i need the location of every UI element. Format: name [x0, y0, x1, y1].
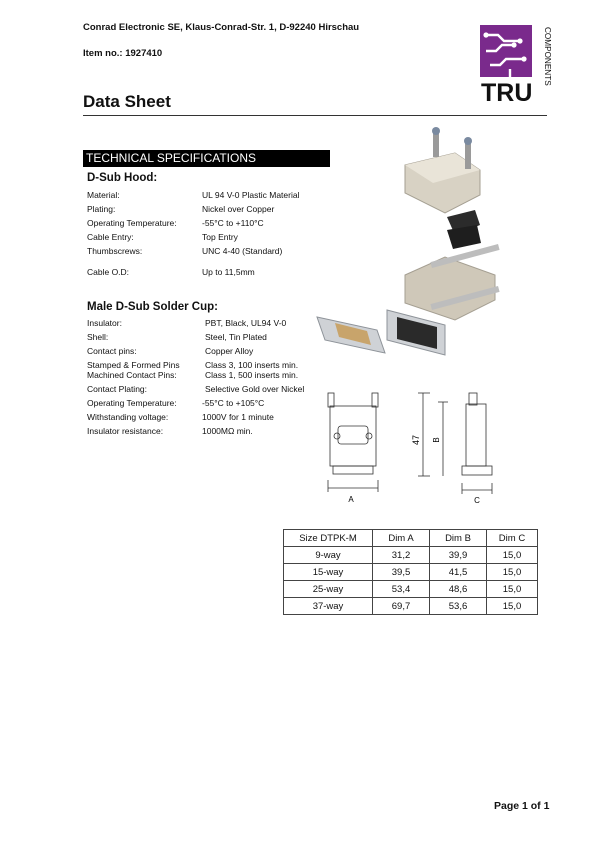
table-header: Size DTPK-M: [284, 530, 373, 547]
hood-value: Nickel over Copper: [202, 204, 275, 214]
table-cell: 48,6: [430, 581, 487, 598]
table-cell: 15,0: [487, 564, 538, 581]
hood-label: Cable Entry:: [87, 232, 134, 242]
item-number: Item no.: 1927410: [83, 48, 163, 59]
table-cell: 15-way: [284, 564, 373, 581]
male-label: Contact Plating:: [87, 384, 148, 394]
hood-value: UNC 4-40 (Standard): [202, 246, 283, 256]
hood-label: Operating Temperature:: [87, 218, 177, 228]
male-label: Machined Contact Pins:: [87, 370, 177, 380]
dim-c-label: C: [474, 496, 480, 505]
male-label: Contact pins:: [87, 346, 137, 356]
hood-value: Top Entry: [202, 232, 238, 242]
table-cell: 25-way: [284, 581, 373, 598]
male-label: Withstanding voltage:: [87, 412, 169, 422]
connector-photo: [317, 310, 445, 355]
hood-label: Material:: [87, 190, 120, 200]
male-value: Selective Gold over Nickel: [205, 384, 305, 394]
table-cell: 37-way: [284, 598, 373, 615]
hood-heading: D-Sub Hood:: [87, 172, 158, 184]
male-value: 1000MΩ min.: [202, 426, 253, 436]
male-value: Steel, Tin Plated: [205, 332, 267, 342]
table-cell: 53,6: [430, 598, 487, 615]
hood-value: Up to 11,5mm: [202, 267, 255, 277]
table-cell: 9-way: [284, 547, 373, 564]
male-label: Operating Temperature:: [87, 398, 177, 408]
dim-a-label: A: [348, 495, 354, 504]
dim-47-label: 47: [411, 434, 421, 446]
table-row: [284, 564, 538, 581]
hood-value: -55°C to +110°C: [202, 218, 264, 228]
male-value: Copper Alloy: [205, 346, 254, 356]
table-cell: 31,2: [373, 547, 430, 564]
male-heading: Male D-Sub Solder Cup:: [87, 301, 218, 313]
male-label: Insulator resistance:: [87, 426, 164, 436]
table-header-row: [284, 530, 538, 547]
strain-relief-photo: [447, 210, 481, 249]
table-cell: 39,9: [430, 547, 487, 564]
table-cell: 15,0: [487, 547, 538, 564]
tru-components-logo: [480, 25, 552, 107]
male-value: Class 3, 100 inserts min.: [205, 360, 299, 370]
hood-label: Cable O.D:: [87, 267, 130, 277]
hood-bottom-photo: [405, 244, 500, 320]
logo-brand: TRU: [481, 79, 533, 107]
table-cell: 15,0: [487, 581, 538, 598]
hood-value: UL 94 V-0 Plastic Material: [202, 190, 300, 200]
table-cell: 53,4: [373, 581, 430, 598]
dim-b-label: B: [432, 437, 441, 443]
dimensions-table: [283, 529, 538, 615]
table-header: Dim A: [373, 530, 430, 547]
product-photos: [305, 125, 515, 355]
hood-photo: [405, 127, 480, 213]
male-label: Stamped & Formed Pins: [87, 360, 180, 370]
company-address: Conrad Electronic SE, Klaus-Conrad-Str. 1, D-92240 Hirschau: [83, 22, 360, 33]
male-value: 1000V for 1 minute: [202, 412, 274, 422]
page-number: Page 1 of 1: [494, 800, 550, 812]
male-value: -55°C to +105°C: [202, 398, 265, 408]
table-row: [284, 581, 538, 598]
tech-spec-heading: TECHNICAL SPECIFICATIONS: [83, 150, 330, 167]
table-row: [284, 547, 538, 564]
table-header: Dim C: [487, 530, 538, 547]
male-value: Class 1, 500 inserts min.: [205, 370, 299, 380]
page-title: Data Sheet: [83, 92, 171, 111]
hood-label: Plating:: [87, 204, 116, 214]
table-cell: 15,0: [487, 598, 538, 615]
table-cell: 39,5: [373, 564, 430, 581]
table-row: [284, 598, 538, 615]
male-value: PBT, Black, UL94 V-0: [205, 318, 287, 328]
hood-label: Thumbscrews:: [87, 246, 143, 256]
male-label: Shell:: [87, 332, 109, 342]
male-label: Insulator:: [87, 318, 122, 328]
logo-sub: COMPONENTS: [543, 27, 552, 86]
dimension-drawing: [318, 388, 498, 513]
title-rule: [83, 115, 547, 116]
table-cell: 69,7: [373, 598, 430, 615]
table-header: Dim B: [430, 530, 487, 547]
table-cell: 41,5: [430, 564, 487, 581]
